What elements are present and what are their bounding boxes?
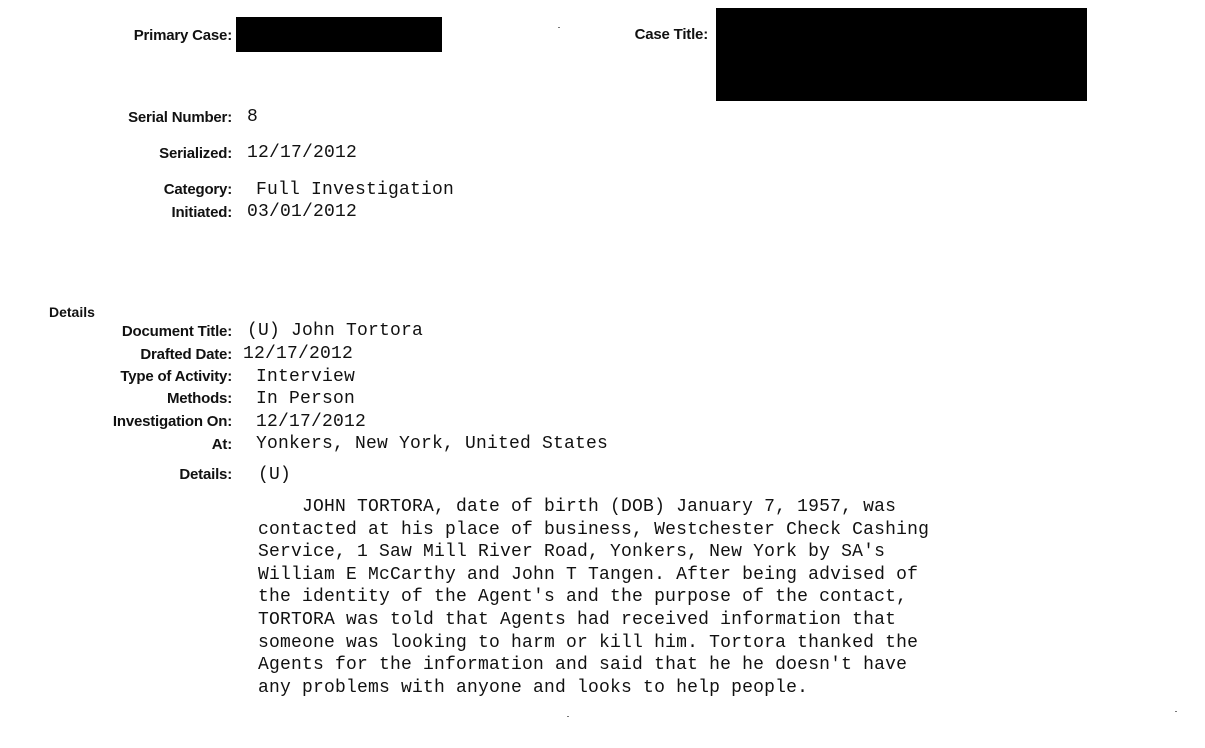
narrative-line: William E McCarthy and John T Tangen. After being advised of — [258, 564, 919, 585]
narrative-line: Agents for the information and said that he he doesn't have — [258, 655, 908, 676]
primary-case-redaction — [236, 17, 442, 52]
investigation-on-value: 12/17/2012 — [256, 412, 367, 432]
initiated-value: 03/01/2012 — [247, 202, 358, 222]
scan-speck — [1175, 711, 1177, 712]
narrative-paragraph — [258, 496, 1018, 699]
methods-value: In Person — [256, 389, 356, 409]
investigation-on-label: Investigation On: — [112, 413, 232, 430]
narrative-line: the identity of the Agent's and the purpose of the contact, — [258, 587, 908, 608]
details-label: Details: — [179, 466, 232, 483]
at-value: Yonkers, New York, United States — [256, 434, 609, 454]
document-title-label: Document Title: — [121, 323, 232, 340]
serial-number-value: 8 — [247, 107, 259, 127]
at-label: At: — [211, 436, 232, 453]
type-of-activity-value: Interview — [256, 367, 356, 387]
case-title-label: Case Title: — [634, 26, 708, 43]
serialized-value: 12/17/2012 — [247, 143, 358, 163]
category-label: Category: — [163, 181, 232, 198]
details-section-heading: Details — [49, 304, 95, 320]
document-title-value: (U) John Tortora — [247, 321, 424, 341]
narrative-line: any problems with anyone and looks to help people. — [258, 677, 809, 698]
drafted-date-value: 12/17/2012 — [243, 344, 354, 364]
primary-case-label: Primary Case: — [133, 27, 232, 44]
methods-label: Methods: — [166, 390, 232, 407]
scan-speck — [567, 716, 569, 717]
initiated-label: Initiated: — [171, 204, 232, 221]
narrative-line: Service, 1 Saw Mill River Road, Yonkers, New York by SA's — [258, 542, 886, 563]
narrative-line: JOHN TORTORA, date of birth (DOB) January 7, 1957, was — [258, 497, 897, 517]
case-title-redaction — [716, 8, 1087, 101]
narrative-line: TORTORA was told that Agents had received information that — [258, 609, 897, 630]
narrative-line: contacted at his place of business, Westchester Check Cashing — [258, 519, 930, 540]
scan-speck — [558, 27, 560, 28]
classification-marking: (U) — [258, 465, 292, 485]
drafted-date-label: Drafted Date: — [140, 346, 232, 363]
serial-number-label: Serial Number: — [128, 109, 232, 126]
serialized-label: Serialized: — [159, 145, 232, 162]
type-of-activity-label: Type of Activity: — [120, 368, 232, 385]
category-value: Full Investigation — [256, 180, 455, 200]
narrative-line: someone was looking to harm or kill him. Tortora thanked the — [258, 632, 919, 653]
